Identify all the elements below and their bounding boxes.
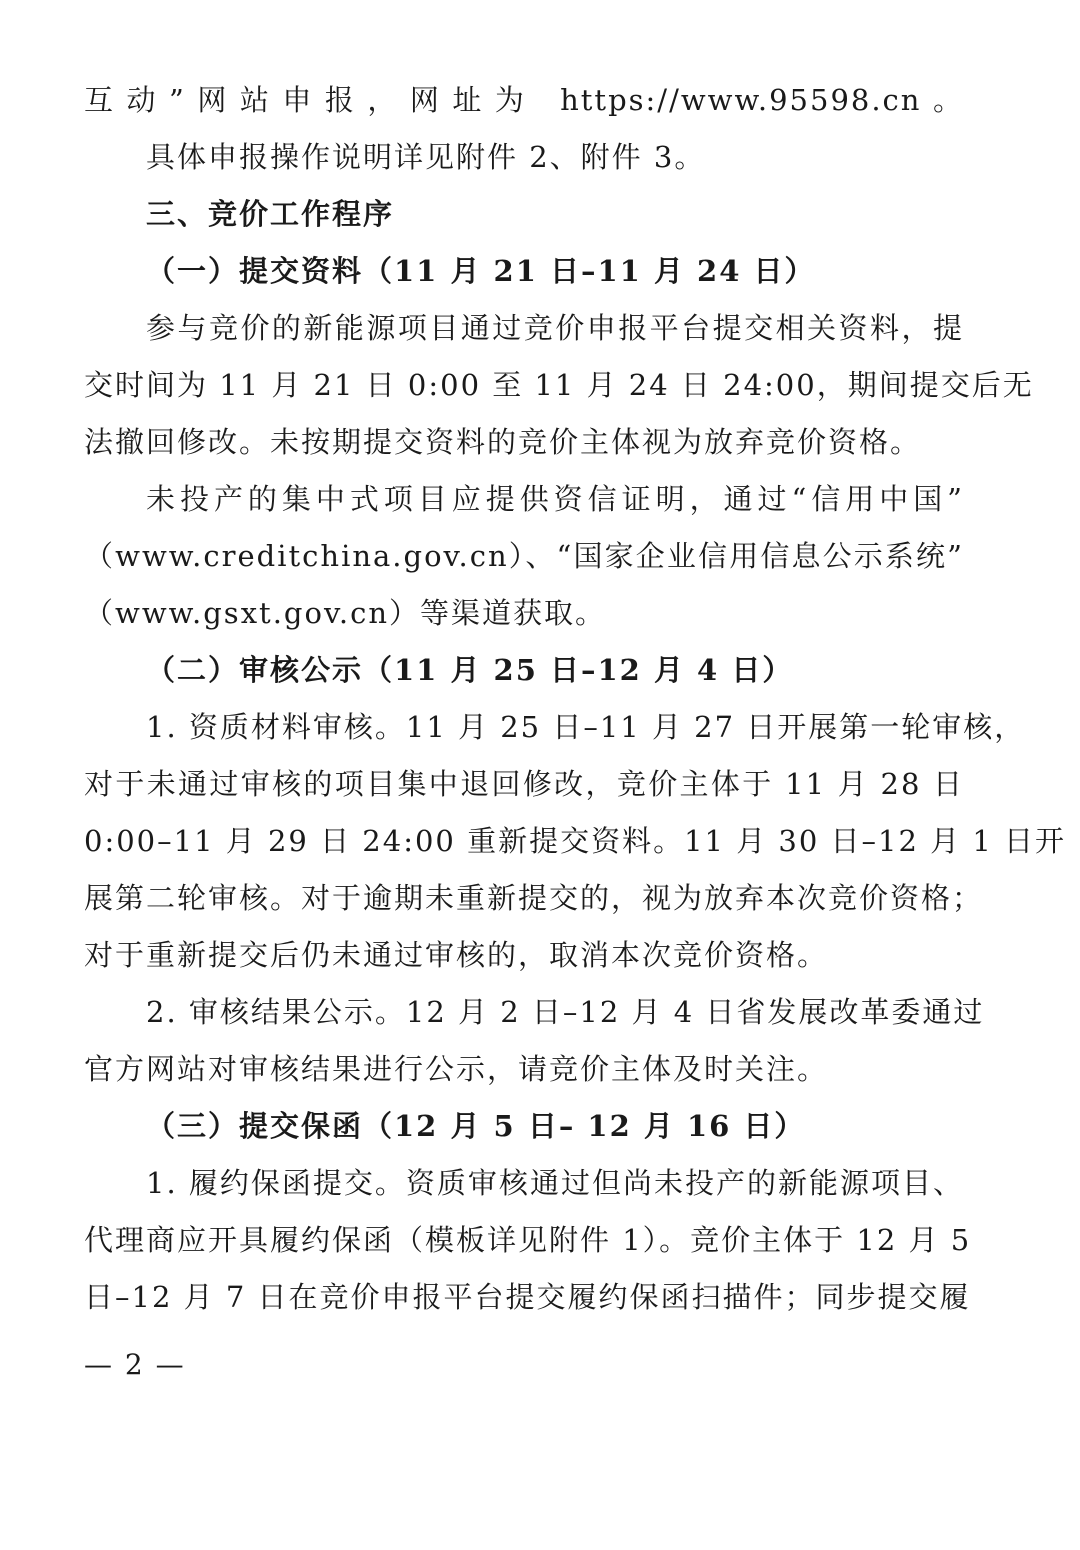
body-text-line: 1. 履约保函提交。资质审核通过但尚未投产的新能源项目、 (146, 1166, 964, 1200)
subsection-heading: （二）审核公示（11 月 25 日–12 月 4 日） (146, 653, 794, 687)
body-text-line: 法撤回修改。未按期提交资料的竞价主体视为放弃竞价资格。 (84, 425, 922, 459)
subsection-heading: （一）提交资料（11 月 21 日–11 月 24 日） (146, 254, 816, 288)
body-text-line: 展第二轮审核。对于逾期未重新提交的，视为放弃本次竞价资格； (84, 881, 984, 915)
body-text-line: 0:00–11 月 29 日 24:00 重新提交资料。11 月 30 日–12 月 1 日开 (84, 824, 1067, 858)
body-text-line: 2. 审核结果公示。12 月 2 日–12 月 4 日省发展改革委通过 (146, 995, 985, 1029)
body-text-line: 互动”网站申报，网址为 https://www.95598.cn。 (84, 83, 964, 117)
subsection-heading: （三）提交保函（12 月 5 日– 12 月 16 日） (146, 1109, 806, 1143)
body-text-line: 代理商应开具履约保函（模板详见附件 1）。竞价主体于 12 月 5 (84, 1223, 972, 1257)
body-text-line: 交时间为 11 月 21 日 0:00 至 11 月 24 日 24:00，期间提交后无 (84, 368, 1034, 402)
body-text-line: 官方网站对审核结果进行公示，请竞价主体及时关注。 (84, 1052, 829, 1086)
section-heading: 三、竞价工作程序 (146, 197, 395, 231)
body-text-line: 具体申报操作说明详见附件 2、附件 3。 (146, 140, 706, 174)
body-text-line: 对于重新提交后仍未通过审核的，取消本次竞价资格。 (84, 938, 829, 972)
body-text-line: 对于未通过审核的项目集中退回修改，竞价主体于 11 月 28 日 (84, 767, 964, 801)
body-text-line: 日–12 月 7 日在竞价申报平台提交履约保函扫描件；同步提交履 (84, 1280, 971, 1314)
body-text-line: （www.creditchina.gov.cn）、“国家企业信用信息公示系统” (84, 539, 964, 573)
body-text-line: 1. 资质材料审核。11 月 25 日–11 月 27 日开展第一轮审核， (146, 710, 1026, 744)
body-text-line: 未投产的集中式项目应提供资信证明，通过“信用中国” (146, 482, 964, 516)
page-number: — 2 — (84, 1348, 186, 1381)
body-text-line: 参与竞价的新能源项目通过竞价申报平台提交相关资料，提 (146, 311, 964, 345)
body-text-line: （www.gsxt.gov.cn）等渠道获取。 (84, 596, 607, 630)
